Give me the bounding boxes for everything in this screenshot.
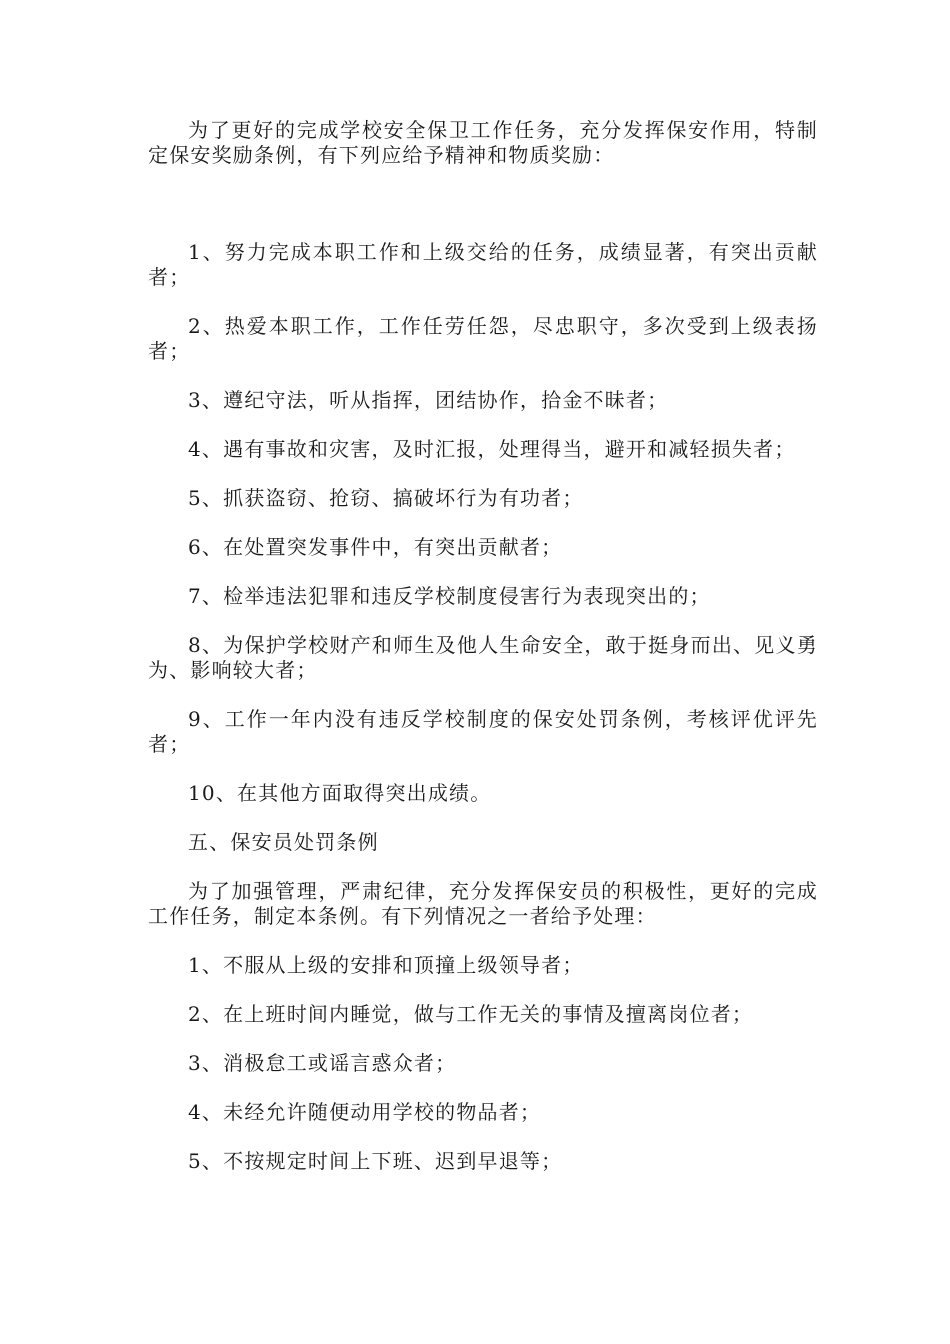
document-page [148, 118, 818, 1198]
penalty-item-4: 4、未经允许随便动用学校的物品者； [188, 1100, 542, 1124]
reward-item-7: 7、检举违法犯罪和违反学校制度侵害行为表现突出的； [188, 584, 711, 608]
reward-item-1: 1、努力完成本职工作和上级交给的任务，成绩显著，有突出贡献者； [148, 240, 818, 289]
reward-item-4: 4、遇有事故和灾害，及时汇报，处理得当，避开和减轻损失者； [188, 437, 796, 461]
reward-item-5: 5、抓获盗窃、抢窃、搞破坏行为有功者； [188, 486, 584, 510]
reward-item-6: 6、在处置突发事件中，有突出贡献者； [188, 535, 563, 559]
penalty-item-1: 1、不服从上级的安排和顶撞上级领导者； [188, 953, 584, 977]
reward-item-9: 9、工作一年内没有违反学校制度的保安处罚条例，考核评优评先者； [148, 707, 818, 756]
penalty-item-2: 2、在上班时间内睡觉，做与工作无关的事情及擅离岗位者； [188, 1002, 754, 1026]
section-heading: 五、保安员处罚条例 [188, 830, 379, 854]
penalty-item-5: 5、不按规定时间上下班、迟到早退等； [188, 1149, 563, 1173]
reward-item-8: 8、为保护学校财产和师生及他人生命安全，敢于挺身而出、见义勇为、影响较大者； [148, 633, 818, 682]
reward-item-10: 10、在其他方面取得突出成绩。 [188, 781, 492, 805]
penalty-intro-paragraph: 为了加强管理，严肃纪律，充分发挥保安员的积极性，更好的完成工作任务，制定本条例。有下列情况之一者给予处理： [148, 879, 818, 928]
intro-paragraph: 为了更好的完成学校安全保卫工作任务，充分发挥保安作用，特制定保安奖励条例，有下列应给予精神和物质奖励： [148, 118, 818, 167]
penalty-item-3: 3、消极怠工或谣言惑众者； [188, 1051, 457, 1075]
reward-item-2: 2、热爱本职工作，工作任劳任怨，尽忠职守，多次受到上级表扬者； [148, 314, 818, 363]
reward-item-3: 3、遵纪守法，听从指挥，团结协作，拾金不昧者； [188, 388, 669, 412]
